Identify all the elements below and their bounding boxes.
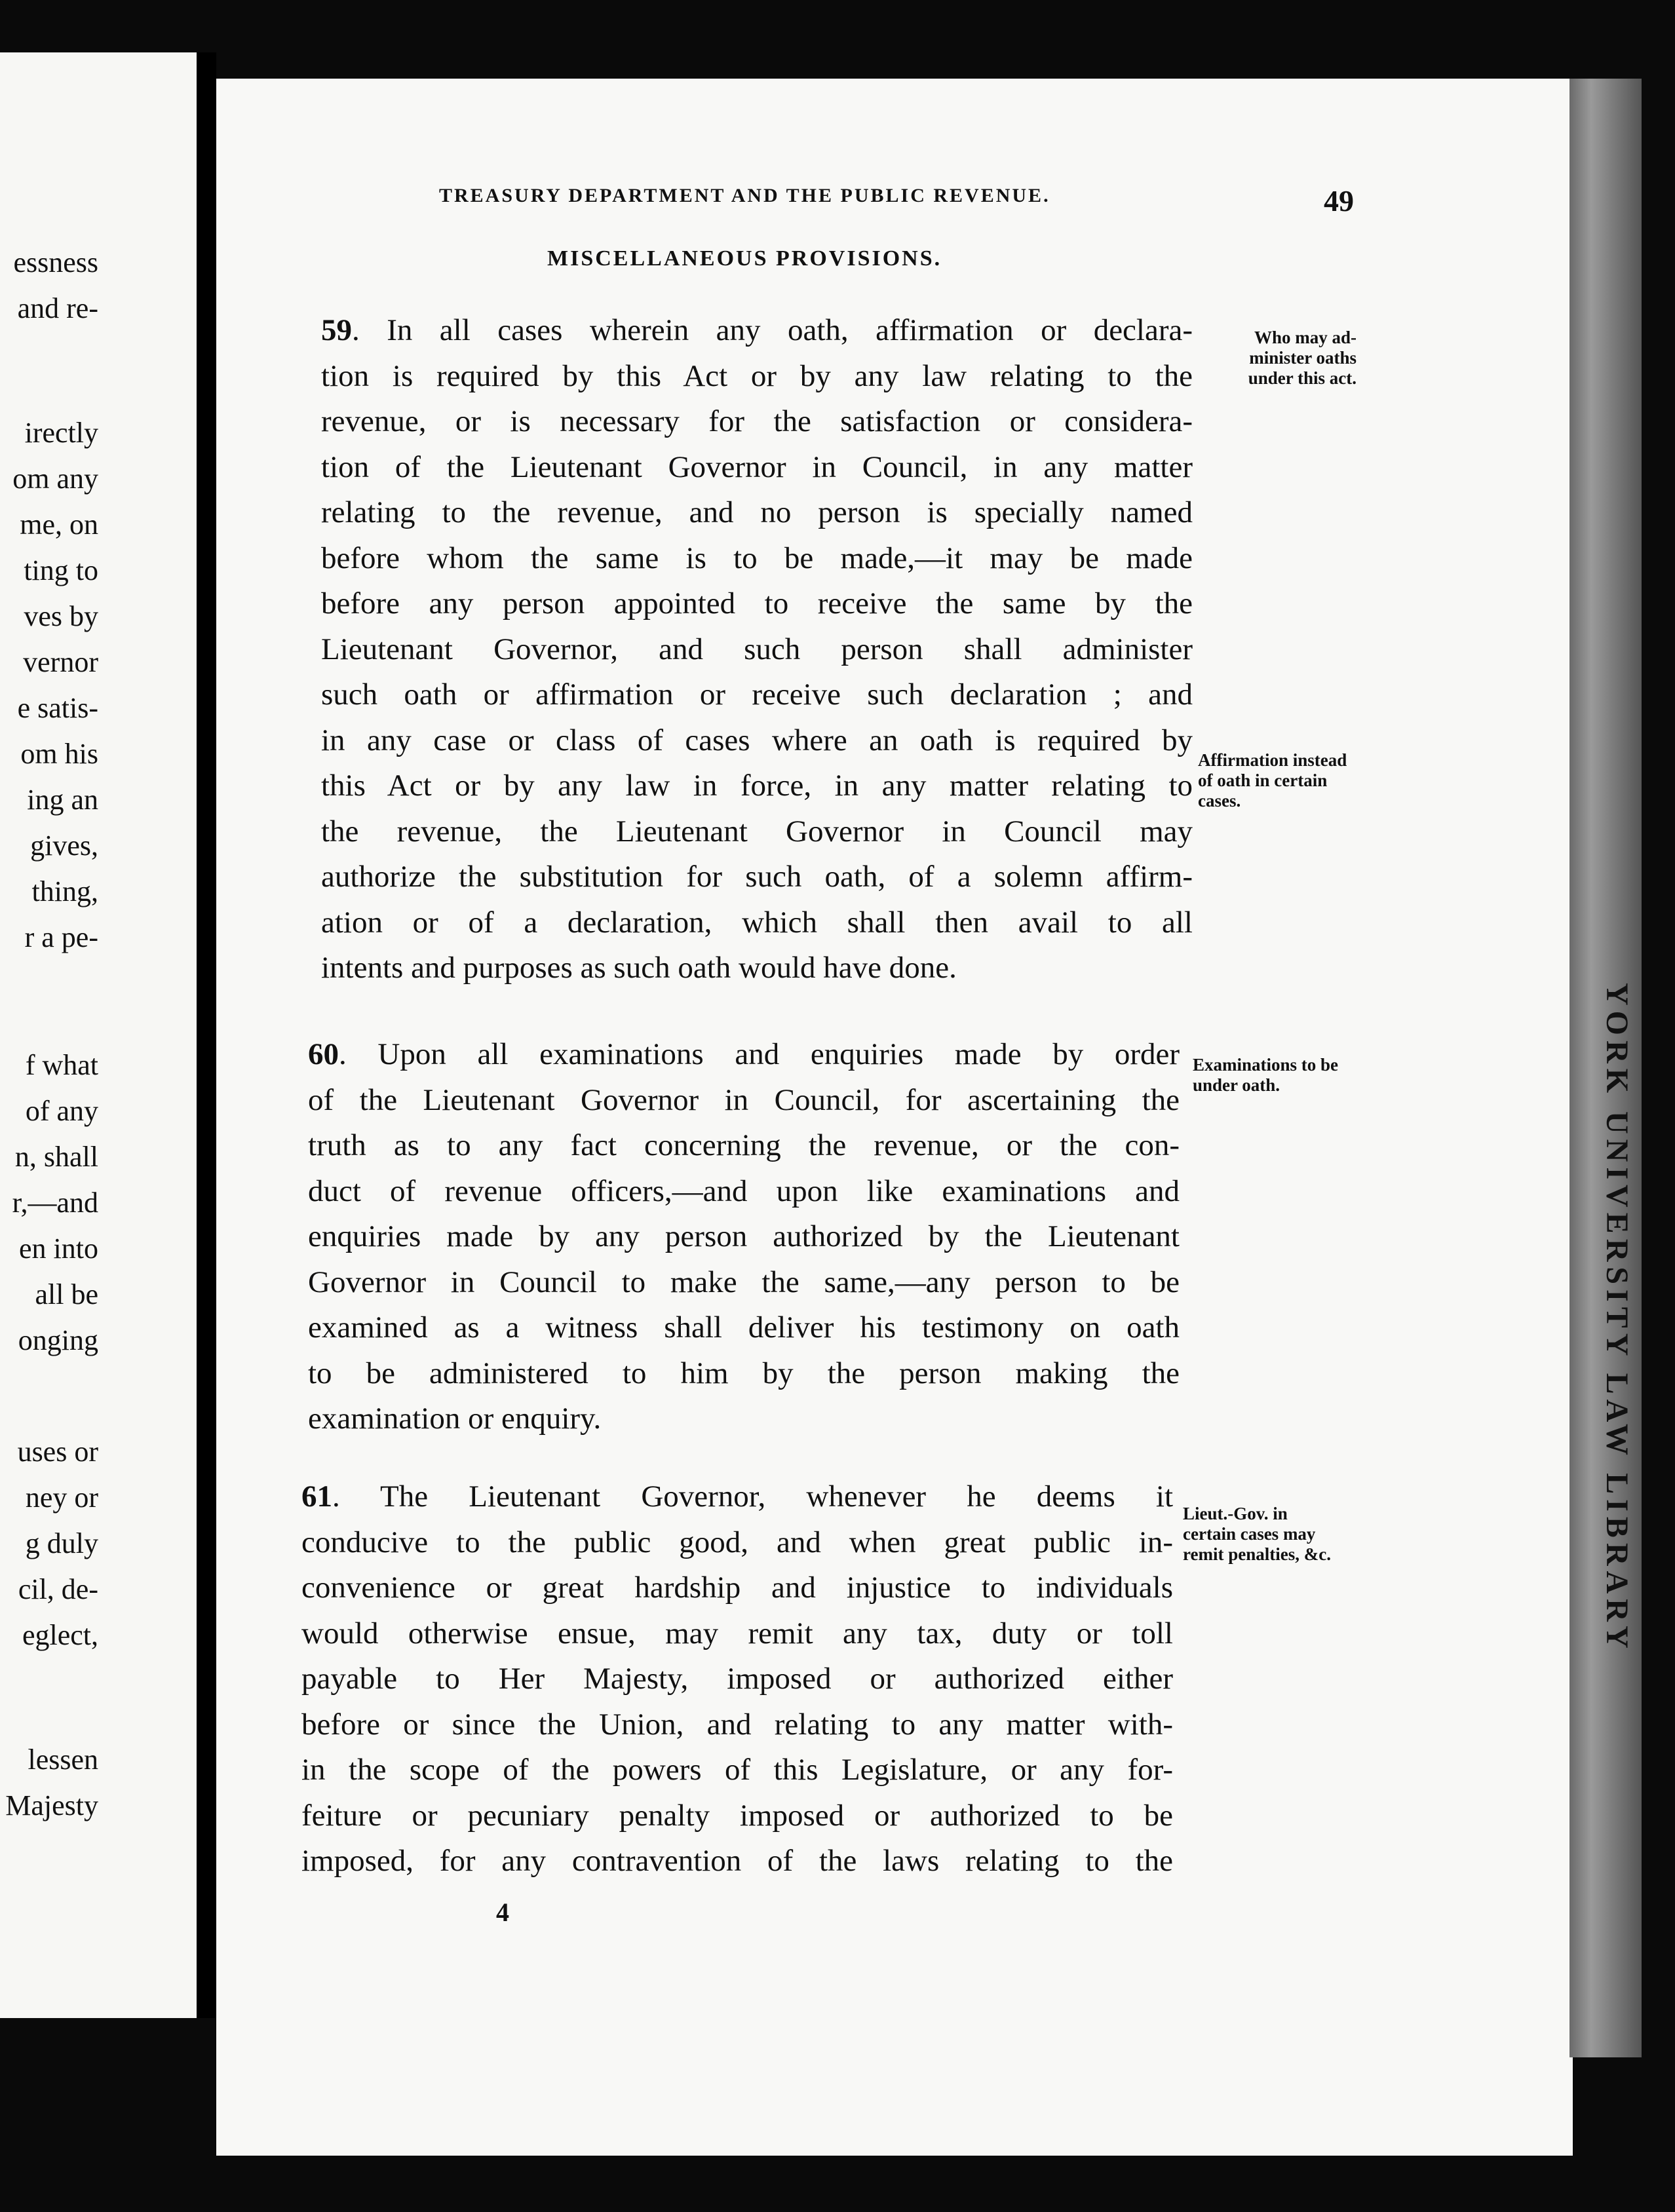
book-gutter [197, 52, 216, 2018]
section-line: convenience or great hardship and injustice to individuals [301, 1571, 1173, 1605]
left-page-line: all be [35, 1278, 98, 1310]
left-page-line: e satis- [17, 692, 98, 724]
left-page-line: ing an [27, 784, 98, 816]
left-page-line: me, on [20, 508, 98, 541]
section-line: examination or enquiry. [308, 1402, 602, 1436]
section-line: tion is required by this Act or by any law relating to the [321, 358, 1193, 393]
section-line: Lieutenant Governor, and such person shall administer [321, 632, 1193, 666]
left-page-line: om his [20, 738, 98, 770]
section-line: before or since the Union, and relating to any matter with- [301, 1707, 1173, 1742]
left-page-line: uses or [17, 1436, 98, 1468]
section-line: to be administered to him by the person making the [308, 1356, 1180, 1390]
left-page-line: n, shall [14, 1141, 98, 1173]
left-page-line: f what [25, 1049, 98, 1081]
section-number: 60 [308, 1037, 339, 1071]
section-line: examined as a witness shall deliver his testimony on oath [308, 1310, 1180, 1344]
left-page-line: ting to [24, 554, 98, 586]
left-page-line: en into [19, 1232, 98, 1265]
section-line: ation or of a declaration, which shall then avail to all [321, 905, 1193, 940]
left-page-line: vernor [23, 646, 98, 678]
page-number: 49 [1324, 184, 1354, 218]
section-line: revenue, or is necessary for the satisfaction or considera- [321, 404, 1193, 438]
left-page-line: ney or [25, 1481, 98, 1514]
section-line: in any case or class of cases where an oath is required by [321, 723, 1193, 757]
left-page-line: om any [12, 463, 98, 495]
section-line: Governor in Council to make the same,—any person to be [308, 1265, 1180, 1299]
section-line: tion of the Lieutenant Governor in Council, in any matter [321, 449, 1193, 484]
left-page-line: Majesty [5, 1789, 98, 1821]
section-61 [301, 1474, 1173, 1884]
left-page-line: and re- [17, 292, 98, 324]
running-head: TREASURY DEPARTMENT AND THE PUBLIC REVENUE. [439, 185, 1050, 206]
section-line: authorize the substitution for such oath, of a solemn affirm- [321, 860, 1193, 894]
section-line: enquiries made by any person authorized by the Lieutenant [308, 1219, 1180, 1253]
section-line: in the scope of the powers of this Legislature, or any for- [301, 1753, 1173, 1787]
section-line: 61. The Lieutenant Governor, whenever he deems it [301, 1479, 1174, 1514]
section-line: payable to Her Majesty, imposed or authorized either [301, 1662, 1173, 1696]
section-line: duct of revenue officers,—and upon like examinations and [308, 1173, 1180, 1208]
left-page-line: eglect, [22, 1619, 98, 1651]
left-page-line: g duly [25, 1527, 98, 1559]
section-heading: MISCELLANEOUS PROVISIONS. [547, 246, 942, 271]
left-page-line: thing, [31, 875, 98, 907]
section-line: conducive to the public good, and when great public in- [301, 1525, 1173, 1559]
section-line: before whom the same is to be made,—it may be made [321, 541, 1193, 575]
section-59 [321, 308, 1193, 991]
section-line: this Act or by any law in force, in any matter relating to [321, 769, 1193, 803]
left-page-line: onging [18, 1324, 98, 1356]
library-stamp: YORK UNIVERSITY LAW LIBRARY [1600, 983, 1634, 1654]
marginal-note: Affirmation instead of oath in certain cases. [1198, 750, 1347, 810]
left-page-line: essness [13, 246, 98, 278]
marginal-note: Examinations to be under oath. [1193, 1055, 1339, 1095]
marginal-note: Who may ad-minister oaths under this act. [1248, 328, 1357, 388]
left-page-line: r a pe- [24, 921, 98, 953]
section-number: 61 [301, 1479, 332, 1514]
section-line: truth as to any fact concerning the revenue, or the con- [308, 1128, 1180, 1162]
section-line: imposed, for any contravention of the laws relating to the [301, 1844, 1173, 1878]
section-line: intents and purposes as such oath would have done. [321, 951, 957, 985]
left-page-line: ves by [24, 600, 98, 632]
section-line: of the Lieutenant Governor in Council, for ascertaining the [308, 1082, 1180, 1117]
section-number: 59 [321, 313, 352, 347]
left-page-line: gives, [30, 830, 98, 862]
section-line: 60. Upon all examinations and enquiries made by order [308, 1037, 1180, 1071]
left-page-line: lessen [28, 1744, 98, 1776]
signature-mark: 4 [496, 1897, 509, 1927]
left-page-line: of any [25, 1095, 98, 1127]
section-line: relating to the revenue, and no person is specially named [321, 495, 1193, 529]
left-facing-page [0, 52, 197, 2018]
section-line: the revenue, the Lieutenant Governor in Council may [321, 814, 1193, 849]
section-line: would otherwise ensue, may remit any tax, duty or toll [301, 1616, 1173, 1650]
section-line: such oath or affirmation or receive such declaration ; and [321, 677, 1193, 712]
section-line: before any person appointed to receive the same by the [321, 586, 1193, 620]
left-page-line: cil, de- [18, 1573, 98, 1605]
section-line: feiture or pecuniary penalty imposed or authorized to be [301, 1798, 1173, 1833]
left-page-line: irectly [24, 417, 98, 449]
section-60 [308, 1032, 1180, 1442]
section-line: 59. In all cases wherein any oath, affirmation or declara- [321, 313, 1193, 347]
marginal-note: Lieut.-Gov. in certain cases may remit penalties, &c. [1183, 1504, 1331, 1564]
left-page-line: r,—and [12, 1187, 98, 1219]
